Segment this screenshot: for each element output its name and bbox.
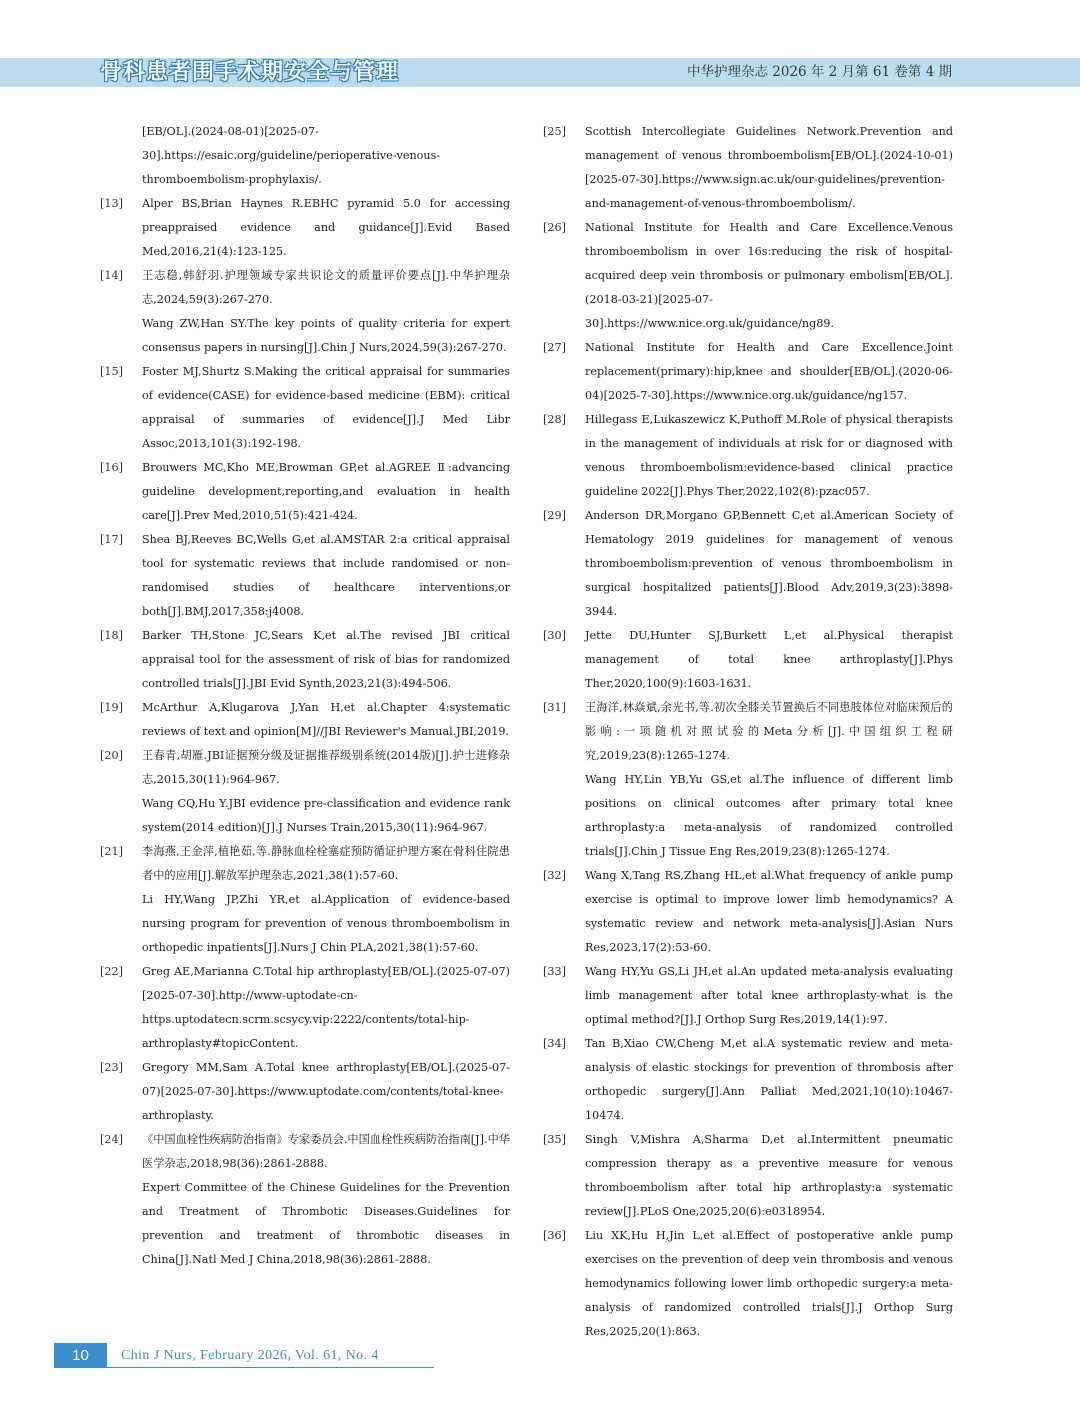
reference-number: [25] — [543, 125, 566, 138]
reference-item — [543, 1032, 953, 1128]
reference-item — [543, 120, 953, 216]
reference-item — [100, 624, 510, 696]
reference-paragraph: Wang X,Tang RS,Zhang HL,et al.What frequency of ankle pump exercise is optimal to improve lower limb hemodynamics? A systematic review and network meta-analysis[J].Asian Nurs Res,2023,17(2):53-60. — [585, 869, 953, 954]
reference-text — [585, 960, 953, 1032]
reference-item — [543, 1128, 953, 1224]
reference-number: [24] — [100, 1133, 123, 1146]
reference-item — [100, 528, 510, 624]
reference-paragraph: 王春青,胡雁.JBI证据预分级及证据推荐级别系统(2014版)[J].护士进修杂志,2015,30(11):964-967. — [142, 749, 510, 786]
reference-paragraph: Gregory MM,Sam A.Total knee arthroplasty[EB/OL].(2025-07-07)[2025-07-30].https://www.uptodate.com/contents/total-knee-arthroplasty. — [142, 1061, 510, 1122]
reference-number: [26] — [543, 221, 566, 234]
reference-text — [142, 456, 510, 528]
reference-item — [543, 216, 953, 336]
reference-number: [17] — [100, 533, 123, 546]
reference-paragraph: Jette DU,Hunter SJ,Burkett L,et al.Physical therapist management of total knee arthroplasty[J].Phys Ther,2020,100(9):1603-1631. — [585, 629, 953, 690]
reference-paragraph: 李海燕,王金萍,植艳茹,等.静脉血栓栓塞症预防循证护理方案在骨科住院患者中的应用[J].解放军护理杂志,2021,38(1):57-60. — [142, 845, 510, 882]
reference-number: [35] — [543, 1133, 566, 1146]
reference-paragraph: [EB/OL].(2024-08-01)[2025-07-30].https://esaic.org/guideline/perioperative-venous-thromboembolism-prophylaxis/. — [142, 125, 441, 186]
reference-number: [34] — [543, 1037, 566, 1050]
reference-item — [100, 840, 510, 960]
reference-text — [585, 1032, 953, 1128]
reference-item — [100, 1128, 510, 1272]
reference-paragraph: 《中国血栓性疾病防治指南》专家委员会.中国血栓性疾病防治指南[J].中华医学杂志,2018,98(36):2861-2888. — [142, 1133, 510, 1170]
reference-item — [543, 336, 953, 408]
journal-issue: 中华护理杂志 2026 年 2 月第 61 卷第 4 期 — [686, 64, 952, 80]
reference-text — [142, 360, 510, 456]
references-right-column — [543, 120, 953, 1344]
reference-number: [28] — [543, 413, 566, 426]
references-left-column — [100, 120, 510, 1272]
reference-text — [142, 120, 510, 192]
reference-paragraph: Wang HY,Yu GS,Li JH,et al.An updated meta-analysis evaluating limb management after total knee arthroplasty-what is the optimal method?[J].J Orthop Surg Res,2019,14(1):97. — [585, 965, 953, 1026]
reference-paragraph: 王志稳,韩舒羽.护理领域专家共识论文的质量评价要点[J].中华护理杂志,2024,59(3):267-270. — [142, 269, 510, 306]
reference-paragraph: Barker TH,Stone JC,Sears K,et al.The revised JBI critical appraisal tool for the assessment of risk of bias for randomized controlled trials[J].JBI Evid Synth,2023,21(3):494-506. — [142, 629, 510, 690]
reference-number: [31] — [543, 701, 566, 714]
reference-text — [142, 744, 510, 840]
reference-text — [585, 696, 953, 864]
footer-citation: Chin J Nurs, February 2026, Vol. 61, No. 4 — [121, 1348, 379, 1363]
reference-paragraph: Hillegass E,Lukaszewicz K,Puthoff M.Role of physical therapists in the management of individuals at risk for or diagnosed with venous thromboembolism:evidence-based clinical practice guideline 2022[J].Phys Ther,2022,102(8):pzac057. — [585, 413, 953, 498]
reference-paragraph: Brouwers MC,Kho ME,Browman GP,et al.AGREE Ⅱ:advancing guideline development,reporting,and evaluation in health care[J].Prev Med,2010,51(5):421-424. — [142, 461, 510, 522]
reference-item — [543, 1224, 953, 1344]
reference-paragraph: Greg AE,Marianna C.Total hip arthroplasty[EB/OL].(2025-07-07)[2025-07-30].http://www-uptodate-cn-https.uptodatecn.scrm.scsycy.vip:2222/contents/total-hip-arthroplasty#topicContent. — [142, 965, 510, 1050]
reference-paragraph: Scottish Intercollegiate Guidelines Network.Prevention and management of venous thromboembolism[EB/OL].(2024-10-01)[2025-07-30].https://www.sign.ac.uk/our-guidelines/prevention-and-management-of-venous-thromboembolism/. — [585, 125, 953, 210]
reference-item — [100, 960, 510, 1056]
section-title: 骨科患者围手术期安全与管理 — [100, 60, 400, 85]
reference-number: [36] — [543, 1229, 566, 1242]
reference-paragraph: Foster MJ,Shurtz S.Making the critical appraisal for summaries of evidence(CASE) for evidence-based medicine (EBM): critical appraisal of summaries of evidence[J].J Med Libr Assoc,2013,101(3):192-198. — [142, 365, 510, 450]
reference-paragraph: McArthur A,Klugarova J,Yan H,et al.Chapter 4:systematic reviews of text and opinion[M]//JBI Reviewer's Manual.JBI,2019. — [142, 701, 510, 738]
reference-text — [585, 408, 953, 504]
reference-text — [142, 960, 510, 1056]
reference-number: [29] — [543, 509, 566, 522]
reference-item — [100, 744, 510, 840]
reference-text — [142, 192, 510, 264]
reference-text — [585, 864, 953, 960]
page-number: 10 — [54, 1343, 107, 1368]
reference-number: [21] — [100, 845, 123, 858]
reference-item — [100, 120, 510, 192]
reference-item — [100, 360, 510, 456]
reference-paragraph: Anderson DR,Morgano GP,Bennett C,et al.American Society of Hematology 2019 guidelines for management of venous thromboembolism:prevention of venous thromboembolism in surgical hospitalized patients[J].Blood Adv,2019,3(23):3898-3944. — [585, 509, 953, 618]
reference-text — [142, 840, 510, 960]
reference-paragraph: National Institute for Health and Care Excellence.Venous thromboembolism in over 16s:reducing the risk of hospital-acquired deep vein thrombosis or pulmonary embolism[EB/OL].(2018-03-21)[2025-07-30].https://www.nice.org.uk/guidance/ng89. — [585, 221, 953, 330]
reference-paragraph: Singh V,Mishra A,Sharma D,et al.Intermittent pneumatic compression therapy as a preventive measure for venous thromboembolism after total hip arthroplasty:a systematic review[J].PLoS One,2025,20(6):e0318954. — [585, 1133, 953, 1218]
reference-number: [18] — [100, 629, 123, 642]
reference-number: [32] — [543, 869, 566, 882]
reference-text — [142, 528, 510, 624]
reference-text — [585, 120, 953, 216]
reference-paragraph: Liu XK,Hu H,Jin L,et al.Effect of postoperative ankle pump exercises on the prevention of deep vein thrombosis and venous hemodynamics following lower limb orthopedic surgery:a meta-analysis of randomized controlled trials[J].J Orthop Surg Res,2025,20(1):863. — [585, 1229, 953, 1338]
reference-item — [100, 456, 510, 528]
reference-number: [20] — [100, 749, 123, 762]
reference-paragraph: Shea BJ,Reeves BC,Wells G,et al.AMSTAR 2:a critical appraisal tool for systematic reviews that include randomised or non-randomised studies of healthcare interventions,or both[J].BMJ,2017,358:j4008. — [142, 533, 510, 618]
reference-number: [15] — [100, 365, 123, 378]
reference-paragraph: Wang ZW,Han SY.The key points of quality criteria for expert consensus papers in nursing[J].Chin J Nurs,2024,59(3):267-270. — [142, 317, 510, 354]
reference-number: [30] — [543, 629, 566, 642]
reference-number: [16] — [100, 461, 123, 474]
reference-item — [100, 264, 510, 360]
reference-item — [100, 696, 510, 744]
reference-number: [33] — [543, 965, 566, 978]
reference-number: [22] — [100, 965, 123, 978]
reference-text — [585, 336, 953, 408]
reference-paragraph: 王海洋,林焱斌,余光书,等.初次全膝关节置换后不同患肢体位对临床预后的影响:一项随机对照试验的Meta分析[J].中国组织工程研究,2019,23(8):1265-1274. — [585, 701, 953, 762]
reference-text — [585, 624, 953, 696]
reference-item — [543, 864, 953, 960]
reference-paragraph: Tan B,Xiao CW,Cheng M,et al.A systematic review and meta-analysis of elastic stockings for prevention of thrombosis after orthopedic surgery[J].Ann Palliat Med,2021,10(10):10467-10474. — [585, 1037, 953, 1122]
reference-paragraph: Wang HY,Lin YB,Yu GS,et al.The influence of different limb positions on clinical outcomes after primary total knee arthroplasty:a meta-analysis of randomized controlled trials[J].Chin J Tissue Eng Res,2019,23(8):1265-1274. — [585, 773, 953, 858]
reference-text — [585, 1224, 953, 1344]
reference-number: [27] — [543, 341, 566, 354]
reference-number: [14] — [100, 269, 123, 282]
reference-text — [585, 1128, 953, 1224]
reference-item — [543, 408, 953, 504]
reference-number: [23] — [100, 1061, 123, 1074]
reference-paragraph: National Institute for Health and Care Excellence.Joint replacement(primary):hip,knee and shoulder[EB/OL].(2020-06-04)[2025-7-30].https://www.nice.org.uk/guidance/ng157. — [585, 341, 953, 402]
reference-paragraph: Alper BS,Brian Haynes R.EBHC pyramid 5.0 for accessing preappraised evidence and guidance[J].Evid Based Med,2016,21(4):123-125. — [142, 197, 510, 258]
reference-paragraph: Li HY,Wang JP,Zhi YR,et al.Application of evidence-based nursing program for prevention of venous thromboembolism in orthopedic inpatients[J].Nurs J Chin PLA,2021,38(1):57-60. — [142, 893, 510, 954]
reference-text — [142, 1128, 510, 1272]
reference-text — [585, 504, 953, 624]
reference-item — [100, 192, 510, 264]
reference-text — [142, 1056, 510, 1128]
reference-text — [142, 264, 510, 360]
reference-paragraph: Expert Committee of the Chinese Guidelines for the Prevention and Treatment of Thrombotic Diseases.Guidelines for prevention and treatment of thrombotic diseases in China[J].Natl Med J China,2018,98(36):2861-2888. — [142, 1181, 510, 1266]
reference-paragraph: Wang CQ,Hu Y.JBI evidence pre-classification and evidence rank system(2014 edition)[J].J Nurses Train,2015,30(11):964-967. — [142, 797, 510, 834]
reference-item — [543, 624, 953, 696]
reference-item — [543, 696, 953, 864]
reference-number: [13] — [100, 197, 123, 210]
reference-item — [100, 1056, 510, 1128]
reference-text — [142, 624, 510, 696]
reference-item — [543, 960, 953, 1032]
reference-item — [543, 504, 953, 624]
reference-number — [100, 120, 142, 192]
reference-number: [19] — [100, 701, 123, 714]
reference-text — [142, 696, 510, 744]
reference-text — [585, 216, 953, 336]
